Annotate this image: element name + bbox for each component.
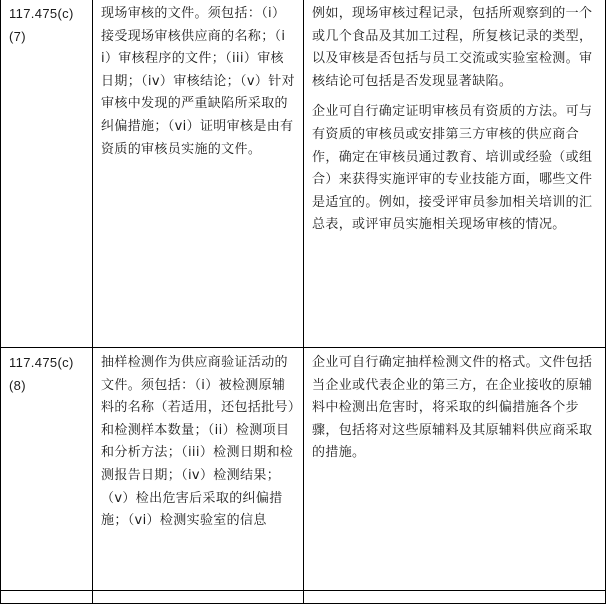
guidance-paragraph: 企业可自行确定证明审核员有资质的方法。可与有资质的审核员或安排第三方审核的供应商合作，确定在审核员通过教育、培训或经验（或组合）来获得实施评审的专业技能方面，哪些文件是适宜的。例如，接受评审员参加相关培训的汇总表，或评审员实施相关现场审核的情况。 — [312, 104, 593, 233]
table-row — [1, 348, 606, 591]
table-row — [1, 0, 606, 348]
empty-cell — [1, 591, 93, 604]
section-code: 117.475(c)(8) — [1, 348, 93, 591]
empty-cell — [304, 591, 606, 604]
section-code: 117.475(c)(7) — [1, 0, 93, 348]
requirement-cell: 抽样检测作为供应商验证活动的文件。须包括：（i）被检测原辅料的名称（若适用，还包括批号）和检测样本数量；（ii）检测项目和分析方法；（iii）检测日期和检测报告日期；（iv）检测结果；（v）检出危害后采取的纠偏措施；（vi）检测实验室的信息 — [93, 348, 304, 591]
guidance-cell — [304, 348, 606, 591]
guidance-cell — [304, 0, 606, 348]
guidance-paragraph: 企业可自行确定抽样检测文件的格式。文件包括当企业或代表企业的第三方，在企业接收的原辅料中检测出危害时，将采取的纠偏措施各个步骤，包括将对这些原辅料及其原辅料供应商采取的措施。 — [312, 355, 593, 461]
empty-cell — [93, 591, 304, 604]
table-row — [1, 591, 606, 604]
requirement-cell: 现场审核的文件。须包括：（i）接受现场审核供应商的名称；（ii）审核程序的文件；（iii）审核日期；（iv）审核结论；（v）针对审核中发现的严重缺陷所采取的纠偏措施；（vi）证明审核是由有资质的审核员实施的文件。 — [93, 0, 304, 348]
guidance-paragraph: 例如，现场审核过程记录，包括所观察到的一个或几个食品及其加工过程，所复核记录的类型，以及审核是否包括与员工交流或实验室检测。审核结论可包括是否发现显著缺陷。 — [312, 6, 593, 89]
